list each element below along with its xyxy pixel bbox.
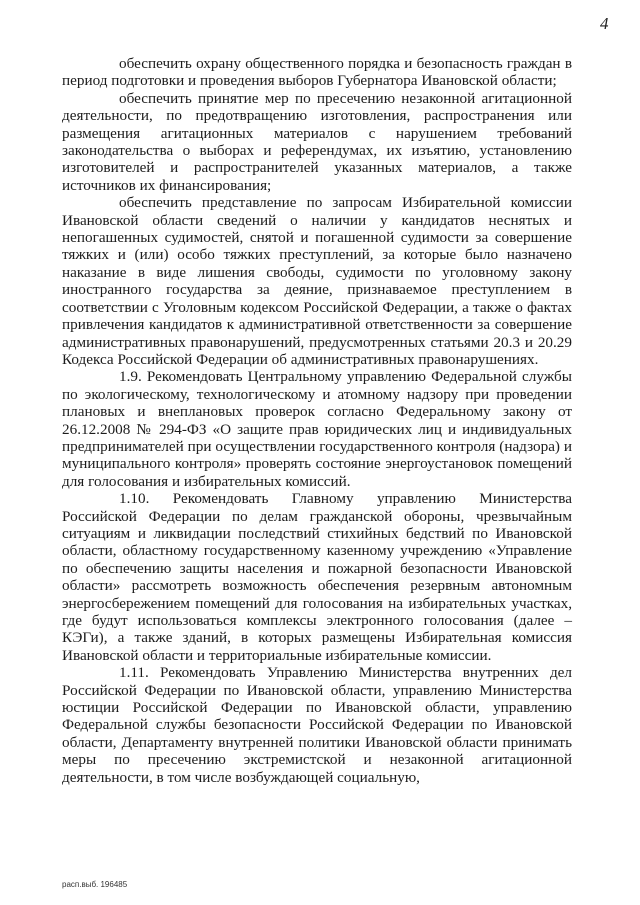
paragraph-criminal-records: обеспечить представление по запросам Избирательной комиссии Ивановской области сведений о наличии у кандидатов неснятых и непогашенных судимостей, снятой и погашенной судимости за совершение тяжких и (или) особо тяжких преступлений, за которые было назначено наказание в виде лишения свободы, судимости по уголовному закону иностранного государства за деяние, признаваемое преступлением в соответствии с Уголовным кодексом Российской Федерации, а также о фактах привлечения кандидатов к административной ответственности за совершение административных правонарушений, предусмотренных статьями 20.3 и 20.29 Кодекса Российской Федерации об административных правонарушениях. [62, 194, 572, 368]
page-number: 4 [600, 14, 609, 33]
footer-registration-note: расп.выб. 196485 [62, 880, 128, 889]
document-body [62, 55, 572, 786]
paragraph-1-10: 1.10. Рекомендовать Главному управлению Министерства Российской Федерации по делам гражданской обороны, чрезвычайным ситуациям и ликвидации последствий стихийных бедствий по Ивановской области, областному государственному казенному учреждению «Управление по обеспечению защиты населения и пожарной безопасности Ивановской области» рассмотреть возможность обеспечения резервным автономным энергосбережением помещений для голосования на избирательных участках, где будут использоваться комплексы электронного голосования (далее – КЭГи), а также зданий, в которых размещены Избирательная комиссия Ивановской области и территориальные избирательные комиссии. [62, 490, 572, 664]
paragraph-illegal-agitation: обеспечить принятие мер по пресечению незаконной агитационной деятельности, по предотвращению изготовления, распространения или размещения агитационных материалов с нарушением требований законодательства о выборах и референдумах, их изъятию, установлению изготовителей и распространителей указанных материалов, а также источников их финансирования; [62, 89, 572, 194]
paragraph-public-order: обеспечить охрану общественного порядка и безопасность граждан в период подготовки и проведения выборов Губернатора Ивановской области; [62, 55, 572, 90]
paragraph-1-9: 1.9. Рекомендовать Центральному управлению Федеральной службы по экологическому, технологическому и атомному надзору при проведении плановых и внеплановых проверок согласно Федеральному закону от 26.12.2008 № 294-ФЗ «О защите прав юридических лиц и индивидуальных предпринимателей при осуществлении государственного контроля (надзора) и муниципального контроля» проверять состояние энергоустановок помещений для голосования и избирательных комиссий. [62, 368, 572, 490]
paragraph-1-11: 1.11. Рекомендовать Управлению Министерства внутренних дел Российской Федерации по Ивановской области, управлению Министерства юстиции Российской Федерации по Ивановской области, управлению Федеральной службы безопасности Российской Федерации по Ивановской области, Департаменту внутренней политики Ивановской области принимать меры по пресечению экстремистской и незаконной агитационной деятельности, в том числе возбуждающей социальную, [62, 664, 572, 786]
